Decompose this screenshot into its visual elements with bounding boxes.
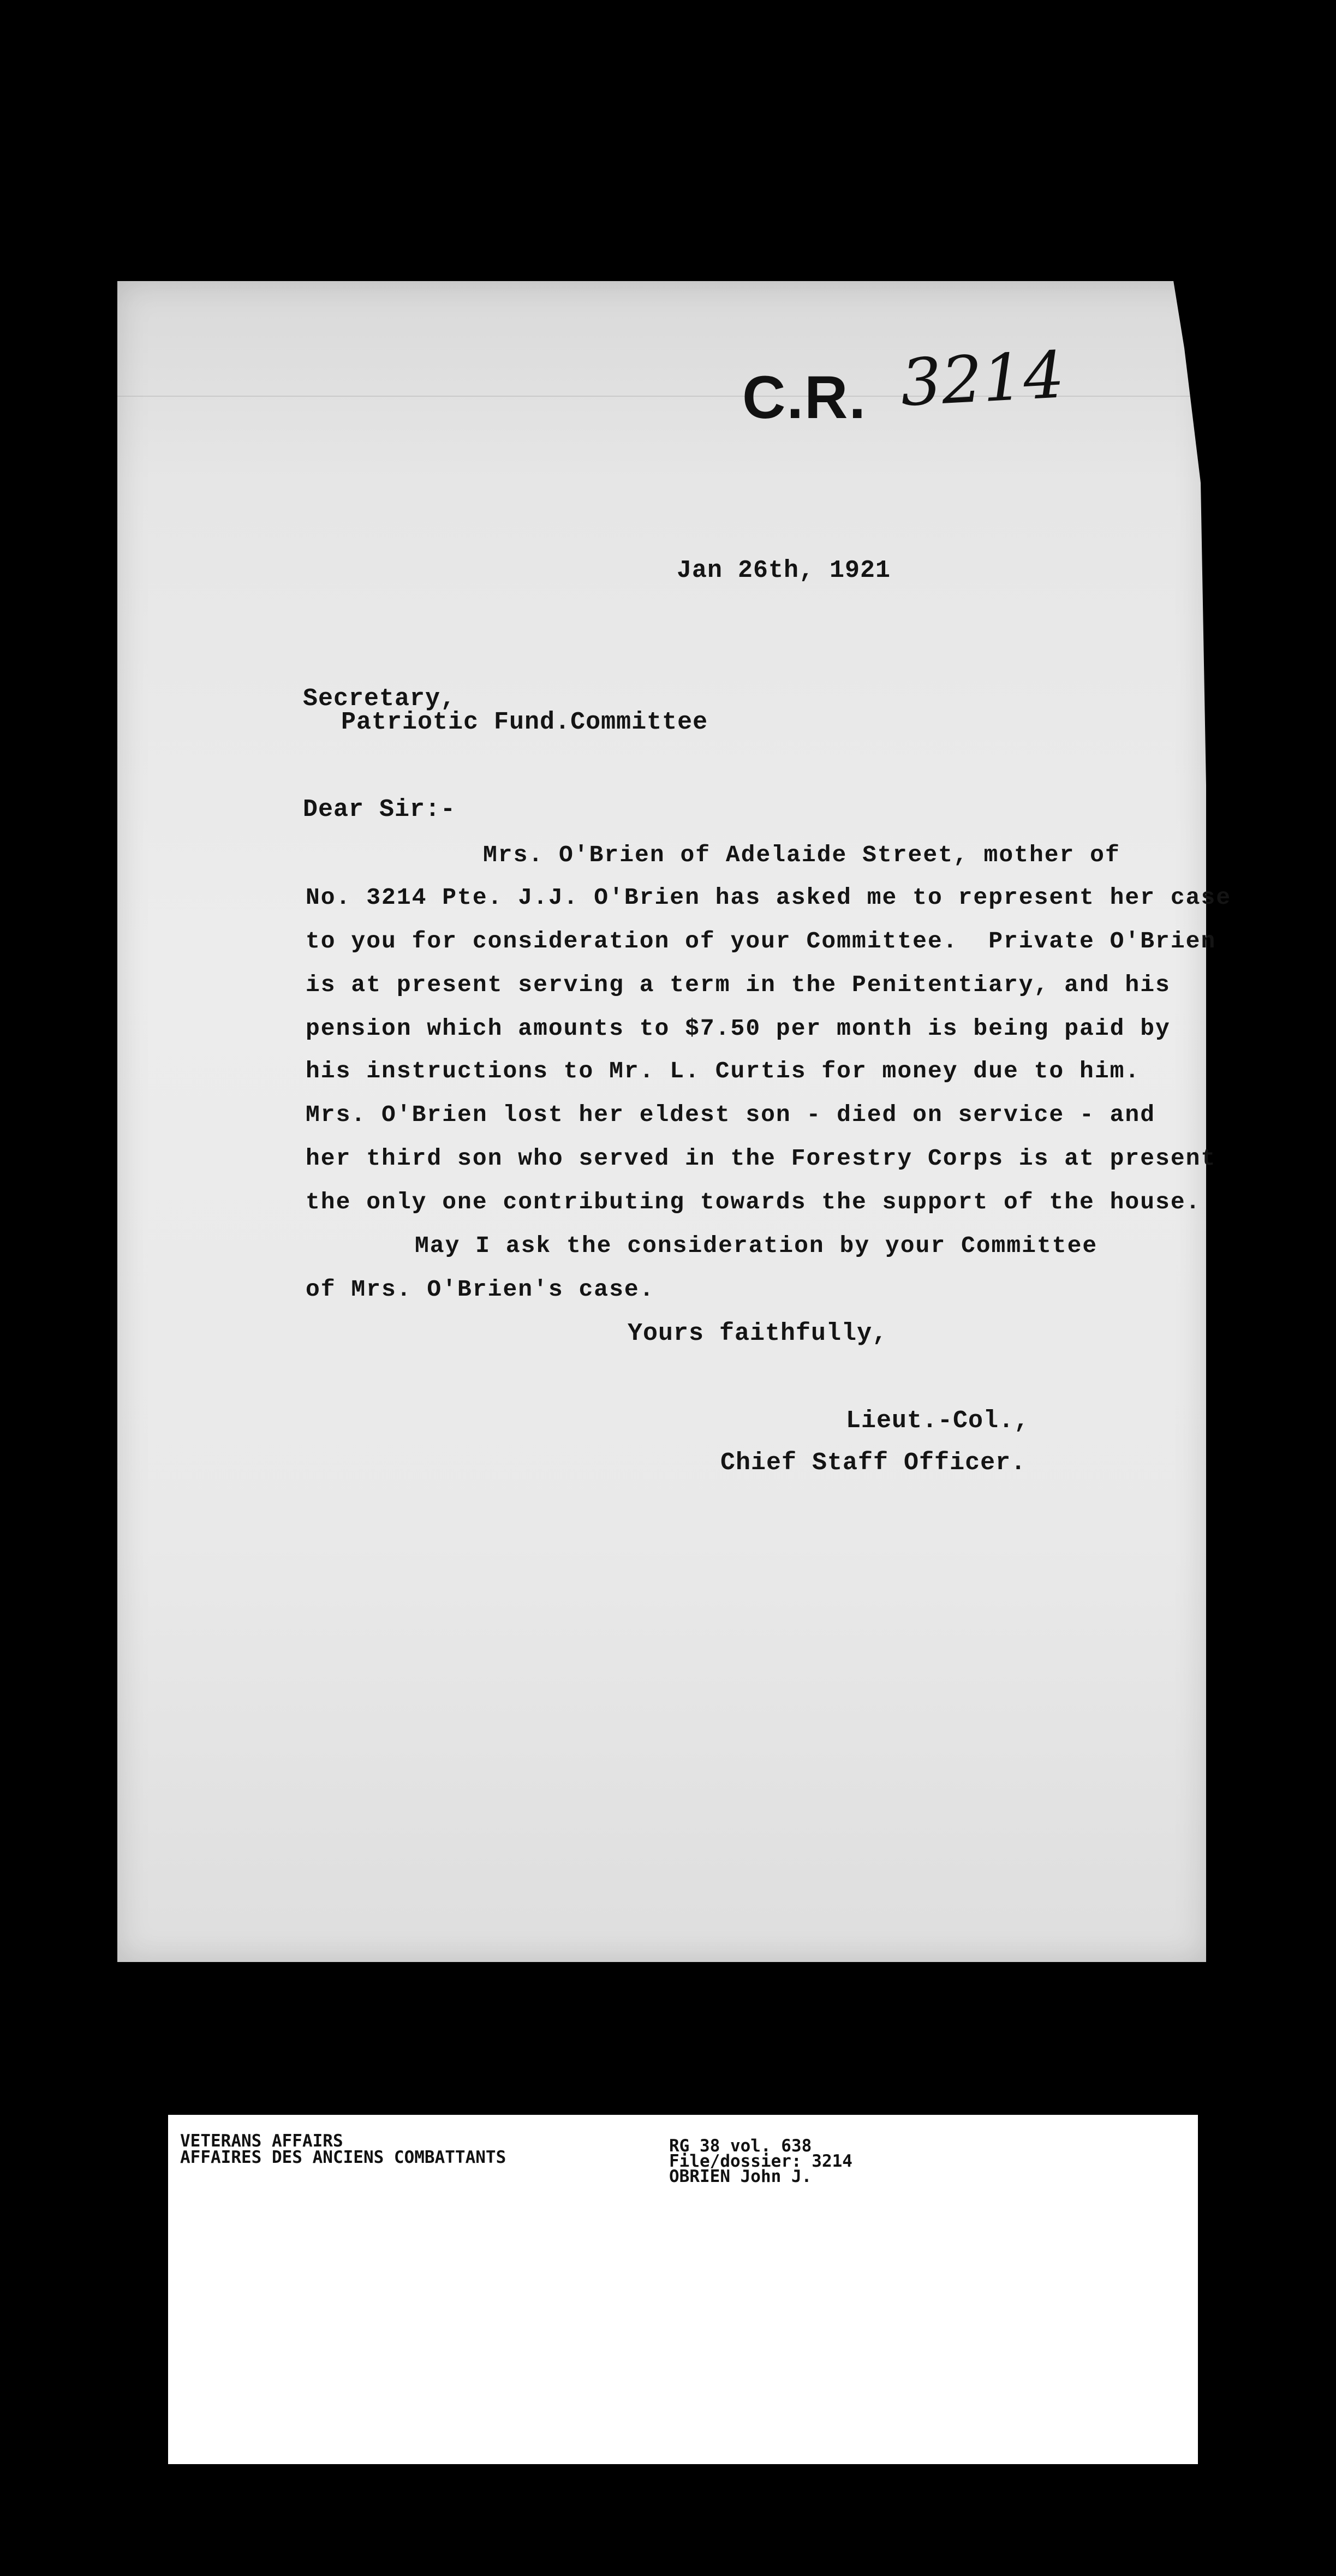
label-file: File/dossier: 3214 (669, 2151, 852, 2171)
archive-label-card (168, 2115, 1198, 2464)
letter-date: Jan 26th, 1921 (677, 557, 891, 585)
label-name: OBRIEN John J. (669, 2167, 812, 2186)
recipient-line-2: Patriotic Fund.Committee (341, 708, 708, 736)
body-line: Mrs. O'Brien of Adelaide Street, mother of (483, 842, 1120, 868)
signature-title: Chief Staff Officer. (720, 1449, 1027, 1477)
body-line: his instructions to Mr. L. Curtis for money due to him. (306, 1058, 1141, 1084)
salutation: Dear Sir:- (303, 796, 456, 824)
body-line: of Mrs. O'Brien's case. (306, 1276, 655, 1303)
label-reference: RG 38 vol. 638 (669, 2136, 812, 2156)
body-line: No. 3214 Pte. J.J. O'Brien has asked me to represent her case (306, 884, 1232, 911)
closing: Yours faithfully, (628, 1320, 888, 1347)
label-dept-en: VETERANS AFFAIRS (180, 2131, 343, 2151)
body-line: the only one contributing towards the support of the house. (306, 1189, 1201, 1215)
body-line: to you for consideration of your Committee. Private O'Brien (306, 928, 1216, 955)
body-line: her third son who served in the Forestry Corps is at present (306, 1145, 1216, 1172)
label-dept-fr: AFFAIRES DES ANCIENS COMBATTANTS (180, 2148, 506, 2167)
body-line: pension which amounts to $7.50 per month is being paid by (306, 1015, 1171, 1042)
recipient-line-1: Secretary, (303, 685, 456, 713)
cr-stamp: C.R. (742, 364, 867, 431)
body-line: Mrs. O'Brien lost her eldest son - died on service - and (306, 1101, 1156, 1128)
body-line: is at present serving a term in the Penitentiary, and his (306, 971, 1171, 998)
handwritten-file-number: 3214 (898, 337, 1066, 421)
body-line: May I ask the consideration by your Committee (415, 1232, 1098, 1259)
signature-rank: Lieut.-Col., (846, 1407, 1030, 1435)
